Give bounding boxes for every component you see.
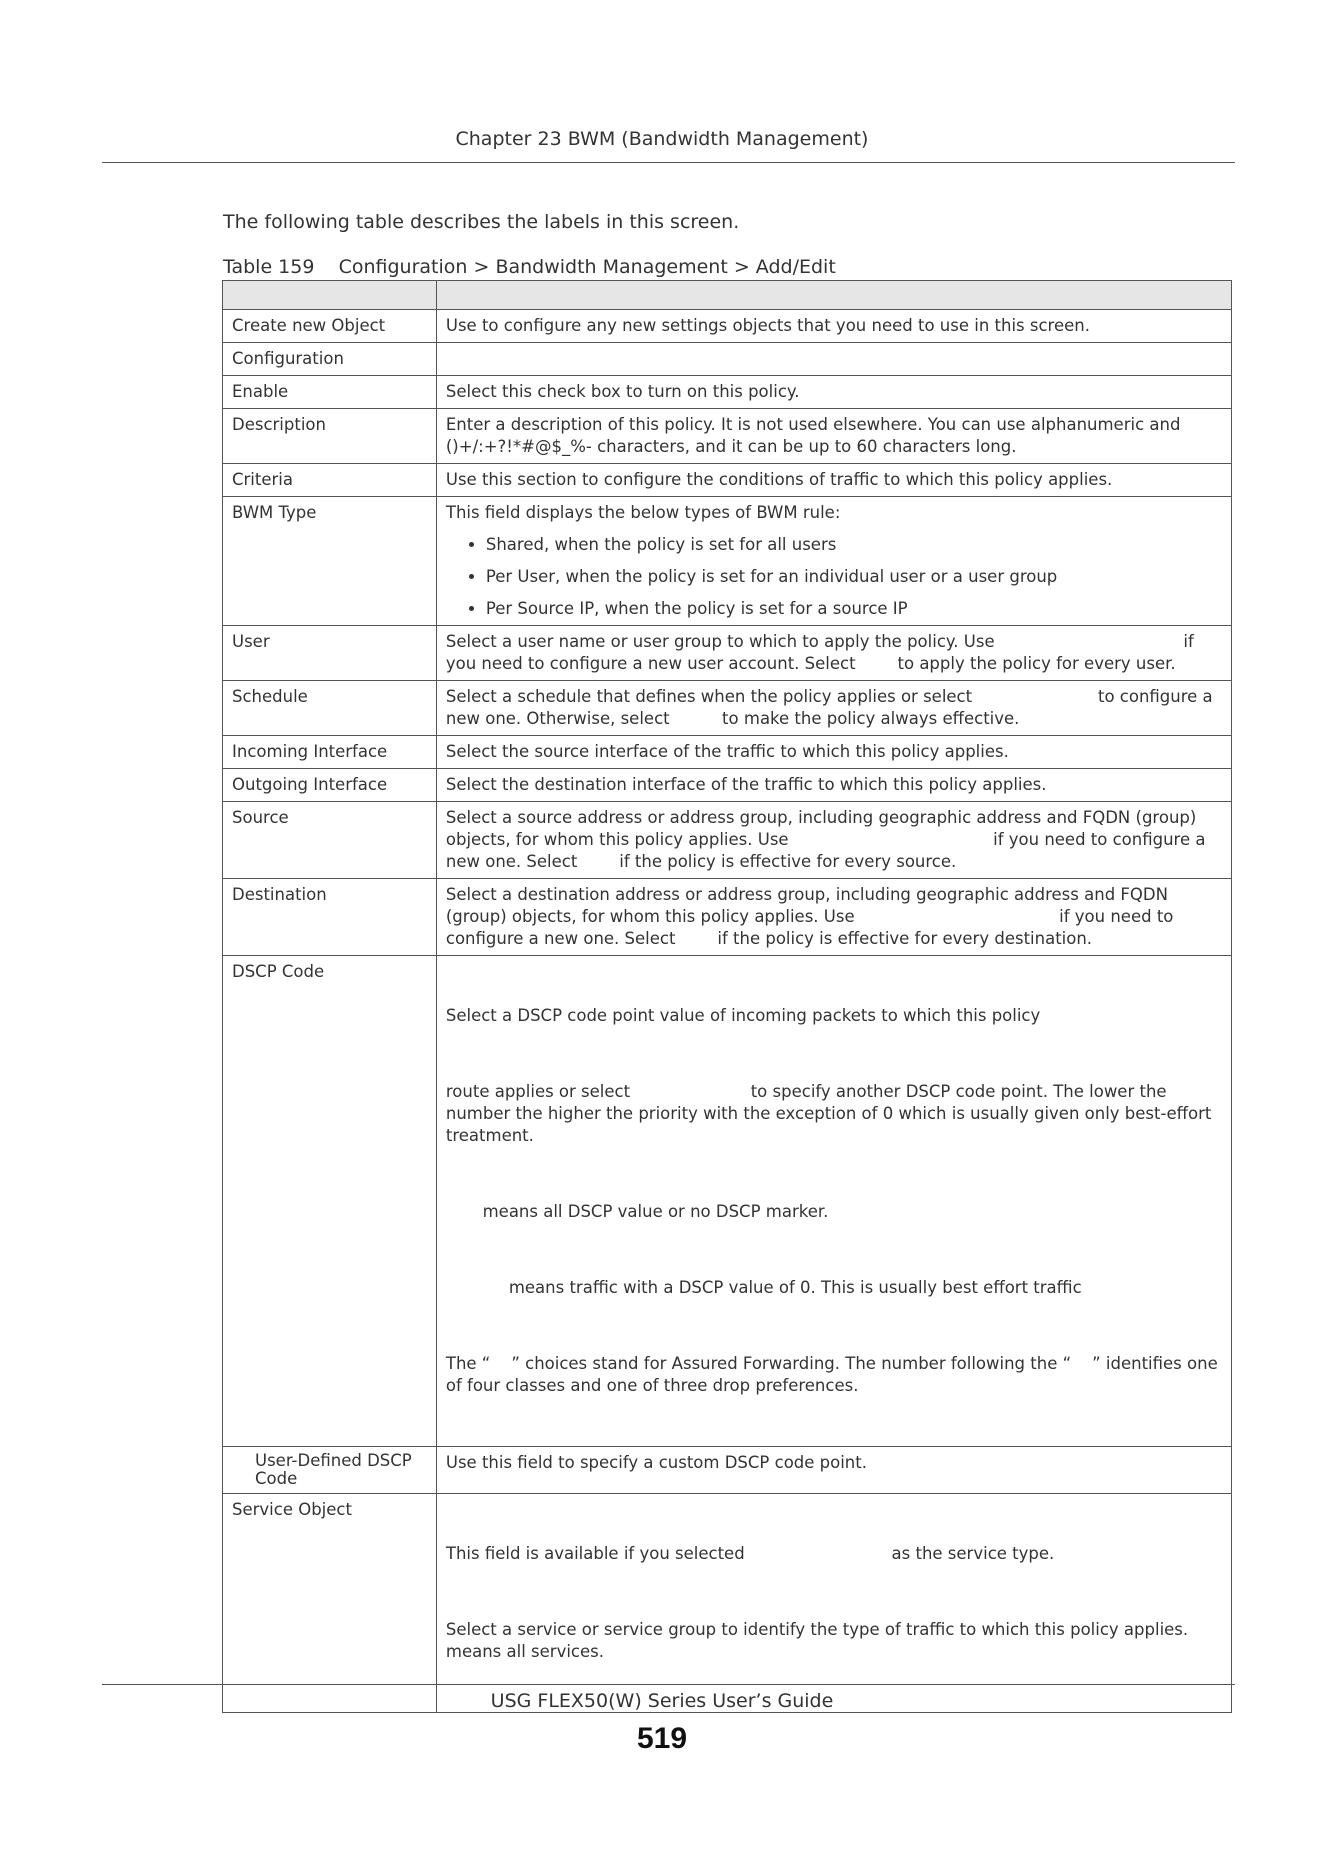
row-label: Description [223, 409, 437, 464]
row-label: Outgoing Interface [223, 769, 437, 802]
header-description-cell [436, 281, 1231, 310]
row-label: Create new Object [223, 310, 437, 343]
row-description: Use to configure any new settings objects that you need to use in this screen. [436, 310, 1231, 343]
row-label-line: Code [255, 1469, 298, 1488]
table-row [223, 769, 1232, 802]
table-row [223, 409, 1232, 464]
row-description [436, 956, 1231, 1447]
table-row [223, 1447, 1232, 1494]
intro-text: The following table describes the labels in this screen. [223, 211, 740, 233]
footer-guide-title: USG FLEX50(W) Series User’s Guide [490, 1690, 834, 1712]
row-description [436, 1494, 1231, 1713]
list-item: • Shared, when the policy is set for all users [486, 534, 1222, 556]
chapter-header: Chapter 23 BWM (Bandwidth Management) [455, 128, 869, 150]
row-description: Select the destination interface of the traffic to which this policy applies. [436, 769, 1231, 802]
row-description: Select the source interface of the traffic to which this policy applies. [436, 736, 1231, 769]
table-header-row [223, 281, 1232, 310]
row-description: Select this check box to turn on this policy. [436, 376, 1231, 409]
dscp-paragraph: The “ ” choices stand for Assured Forwarding. The number following the “ ” identifies one of four classes and one of three drop preferences. [445, 1354, 1223, 1395]
row-label: Schedule [223, 681, 437, 736]
row-description: Select a source address or address group, including geographic address and FQDN (group) objects, for whom this policy applies. Use if you need to configure a new one. Select if the policy is effective for every source. [436, 802, 1231, 879]
table-row [223, 310, 1232, 343]
header-label-cell [223, 281, 437, 310]
row-label: Criteria [223, 464, 437, 497]
table-row [223, 802, 1232, 879]
row-label: Enable [223, 376, 437, 409]
row-label-line: User-Defined DSCP [255, 1451, 412, 1470]
list-item: • Per Source IP, when the policy is set for a source IP [486, 598, 1222, 620]
bwm-type-list [446, 534, 1222, 620]
row-label: User [223, 626, 437, 681]
row-label: DSCP Code [223, 956, 437, 1447]
row-description [436, 343, 1231, 376]
row-label: Incoming Interface [223, 736, 437, 769]
page-number: 519 [636, 1722, 688, 1755]
table-row [223, 1494, 1232, 1713]
table-row [223, 681, 1232, 736]
row-description: Enter a description of this policy. It is not used elsewhere. You can use alphanumeric and ()+/:+?!*#@$_%- characters, and it can be up to 60 characters long. [436, 409, 1231, 464]
row-label: BWM Type [223, 497, 437, 626]
table-row [223, 376, 1232, 409]
row-description [436, 497, 1231, 626]
table-row [223, 497, 1232, 626]
list-item: • Per User, when the policy is set for an individual user or a user group [486, 566, 1222, 588]
row-label: Service Object [223, 1494, 437, 1713]
dscp-paragraph: Select a DSCP code point value of incoming packets to which this policy [445, 1006, 1041, 1025]
table-row [223, 879, 1232, 956]
footer-rule [102, 1684, 1235, 1685]
table-caption: Table 159 Configuration > Bandwidth Management > Add/Edit [223, 256, 836, 278]
bwm-type-intro: This field displays the below types of BWM rule: [445, 503, 841, 522]
table-row [223, 956, 1232, 1447]
table-row [223, 736, 1232, 769]
header-rule [102, 162, 1235, 163]
service-paragraph: This field is available if you selected as the service type. [445, 1544, 1055, 1563]
row-description: Use this section to configure the conditions of traffic to which this policy applies. [436, 464, 1231, 497]
table-row [223, 343, 1232, 376]
table-row [223, 626, 1232, 681]
table-row [223, 464, 1232, 497]
row-label: Destination [223, 879, 437, 956]
row-label [223, 1447, 437, 1494]
row-description: Select a user name or user group to which to apply the policy. Use if you need to configure a new user account. Select to apply the policy for every user. [436, 626, 1231, 681]
dscp-paragraph: means all DSCP value or no DSCP marker. [445, 1202, 829, 1221]
row-description: Select a schedule that defines when the policy applies or select to configure a new one. Otherwise, select to make the policy always effective. [436, 681, 1231, 736]
row-label: Configuration [223, 343, 437, 376]
row-label: Source [223, 802, 437, 879]
dscp-paragraph: route applies or select to specify another DSCP code point. The lower the number the higher the priority with the exception of 0 which is usually given only best-effort treatment. [445, 1082, 1217, 1145]
row-description: Use this field to specify a custom DSCP code point. [436, 1447, 1231, 1494]
row-description: Select a destination address or address group, including geographic address and FQDN (group) objects, for whom this policy applies. Use if you need to configure a new one. Select if the policy is effective for every destination. [436, 879, 1231, 956]
labels-table [222, 280, 1232, 1713]
service-paragraph: Select a service or service group to identify the type of traffic to which this policy applies. means all services. [445, 1620, 1231, 1661]
dscp-paragraph: means traffic with a DSCP value of 0. This is usually best effort traffic [445, 1278, 1082, 1297]
